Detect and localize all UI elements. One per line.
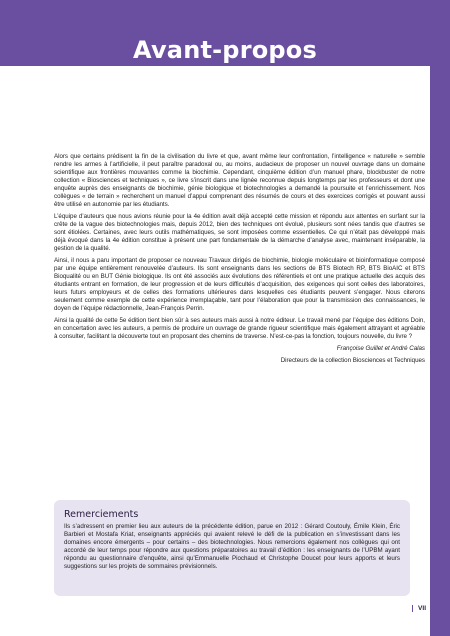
page-number: VII: [418, 605, 426, 613]
signature-role: Directeurs de la collection Biosciences et Techniques: [280, 357, 425, 364]
paragraph-3: Ainsi, il nous a paru important de proposer ce nouveau Travaux dirigés de biochimie, biologie moléculaire et bioinformatique composé par une équipe entièrement renouvelée d’auteurs. Ils sont enseignants dans les sections de BTS Biotech RP, BTS BioAIC et BTS Bioqualité ou en BUT Génie biologique. Ils ont été associés aux évolutions des référentiels et ont une pratique actuelle des acquis des étudiants entrant en formation, de leur progression et de leurs difficultés d’acquisition, des exigences qui sont celles des laboratoires, leurs futurs employeurs et de celles des formations ultérieures dans lesquelles ces étudiants peuvent s’engager. Nous citerons seulement comme exemple de cette expérience irremplaçable, tant pour l’élaboration que pour la transmission des connaissances, le doyen de l’équipe rédactionnelle, Jean-François Perrin.: [54, 257, 425, 312]
acknowledgements-box: [54, 500, 410, 596]
paragraph-1: Alors que certains prédisent la fin de la civilisation du livre et que, avant même leur confrontation, l’intelligence « naturelle » semble rendre les armes à l’artificielle, il peut paraître paradoxal ou, au moins, audacieux de proposer un nouvel ouvrage dans un domaine scientifique aux frontières mouvantes comme la biochimie. Cependant, cinquième édition d’un manuel phare, blockbuster de notre collection « Biosciences et techniques », ce livre s’inscrit dans une lignée reconnue depuis longtemps par les professeurs et dont une enquête auprès des enseignants de biochimie, génie biologique et biotechnologies a demandé la poursuite et l’enrichissement. Nos collègues « de terrain » recherchent un manuel d’appui comprenant des résumés de cours et des exercices corrigés et pouvant aussi être utilisé en autonomie par les étudiants.: [54, 153, 425, 208]
signature-names: Françoise Guillet et André Calas: [336, 345, 425, 352]
acknowledgements-text: Ils s’adressent en premier lieu aux auteurs de la précédente édition, parue en 2012 : Gérard Coutouly, Émile Klein, Éric Barbieri et Mostafa Kriat, enseignants appréciés qui avaient relevé le défi de la publication en s’investissant dans les domaines encore émergents – pour certains – des biotechnologies. Nous remercions également nos collègues qui ont accordé de leur temps pour répondre aux questions préparatoires au travail d’édition : les enseignants de l’UPBM ayant répondu au questionnaire d’enquête, ainsi qu’Emmanuelle Piochaud et Christophe Doucet pour leurs apports et leurs suggestions sur les projets de sommaires prévisionnels.: [64, 523, 400, 570]
foreword-body: [54, 153, 425, 369]
side-color-bar: [430, 66, 450, 636]
paragraph-2: L’équipe d’auteurs que nous avions réunie pour la 4e édition avait déjà accepté cette mission et répondu aux attentes en surfant sur la crête de la vague des biotechnologies mais, depuis 2012, bien des techniques ont évolué, plusieurs sont nées tandis que d’autres se sont étiolées. Certaines, avec leurs outils mathématiques, se sont imposées comme essentielles. Ce qui n’était pas développé mais déjà évoqué dans la 4e édition constitue à présent une part fondamentale de la démarche d’analyse avec, maintenant inséparable, la gestion de la qualité.: [54, 213, 425, 252]
page-title: Avant-propos: [133, 36, 317, 65]
page-footer: [412, 605, 426, 612]
footer-separator: [412, 605, 413, 612]
paragraph-4: Ainsi la qualité de cette 5e édition tient bien sûr à ses auteurs mais aussi à notre éditeur. Le travail mené par l’équipe des éditions Doin, en concertation avec les auteurs, a permis de produire un ouvrage de grande rigueur scientifique mais également attrayant et agréable à consulter, facilitant la découverte tout en proposant des chemins de traverse. N’est-ce-pas la fonction, toujours nouvelle, du livre ?: [54, 317, 425, 340]
acknowledgements-title: Remerciements: [64, 509, 139, 520]
